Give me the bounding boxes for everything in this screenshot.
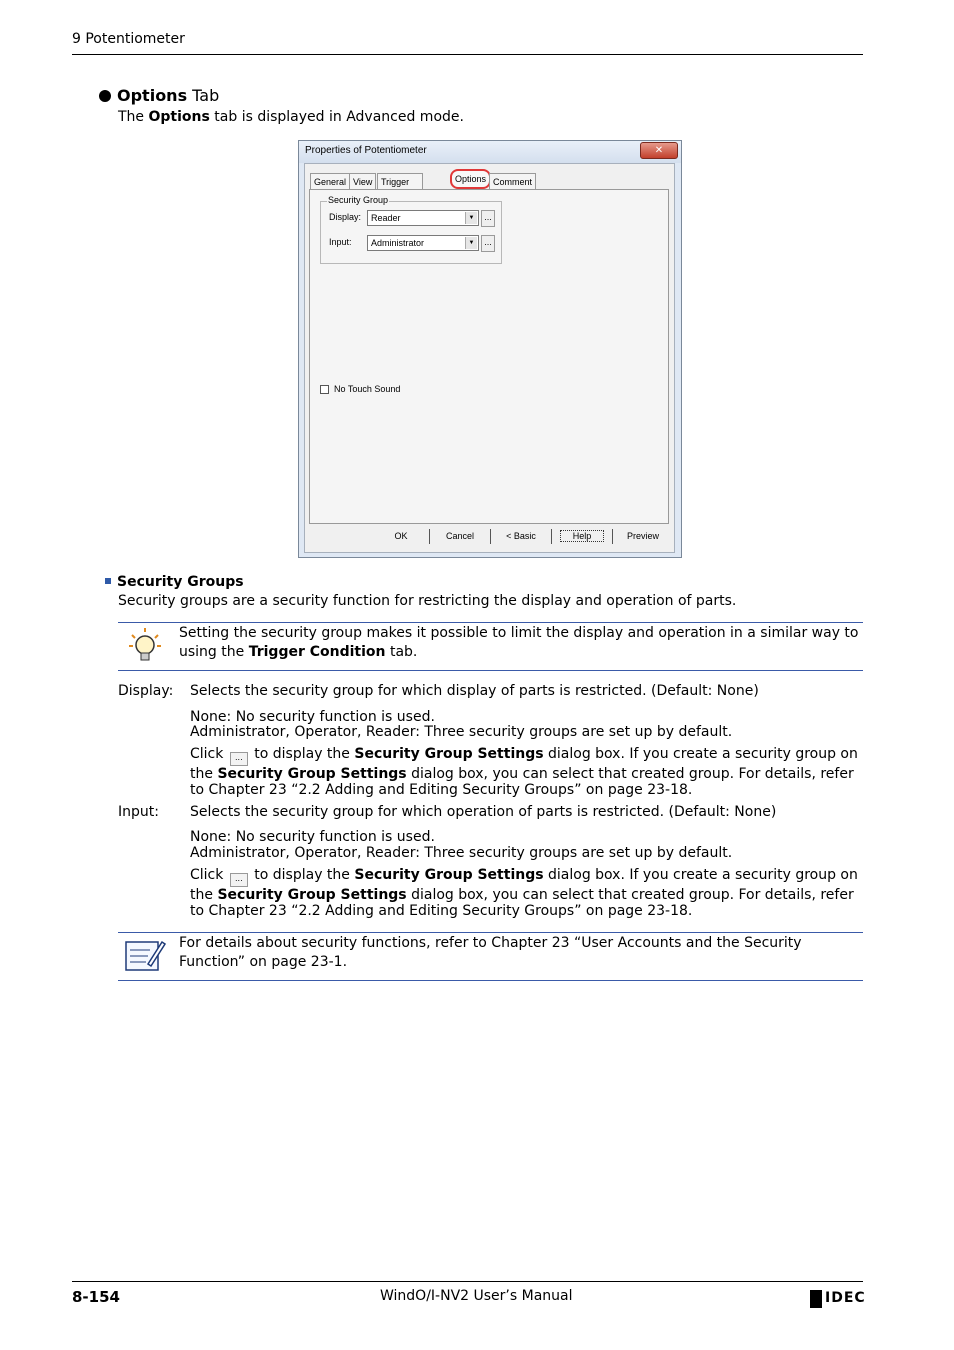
input-groups: Administrator, Operator, Reader: Three security groups are set up by default. bbox=[190, 845, 733, 861]
input-label: Input: bbox=[329, 237, 352, 247]
help-button[interactable]: Help bbox=[552, 528, 612, 545]
dialog-titlebar bbox=[299, 141, 681, 163]
tab-view[interactable]: View bbox=[349, 173, 376, 189]
logo-mark bbox=[810, 1290, 822, 1308]
page-number: 8-154 bbox=[72, 1288, 120, 1306]
square-bullet-icon bbox=[105, 578, 111, 584]
ok-button[interactable]: OK bbox=[394, 531, 408, 541]
intro-text: The Options tab is displayed in Advanced mode. bbox=[118, 109, 464, 125]
security-groups-desc: Security groups are a security function for restricting the display and operation of parts. bbox=[118, 593, 737, 609]
display-label: Display: bbox=[329, 212, 362, 222]
close-button[interactable]: ✕ bbox=[640, 142, 678, 159]
note-trigger-condition: Setting the security group makes it possible to limit the display and operation in a similar way to using the Trigger Condition tab. bbox=[179, 625, 859, 660]
tab-trigger-condition[interactable]: Trigger bbox=[377, 173, 423, 189]
tab-comment[interactable]: Comment bbox=[489, 173, 536, 189]
tab-general[interactable]: General bbox=[310, 173, 350, 189]
note-rule bbox=[118, 932, 863, 933]
section-title: Options Tab bbox=[99, 86, 219, 105]
display-click-text: Click ... to display the Security Group Settings dialog box. If you create a security group on the Security Group Settings dialog box, you can select that created group. For details, refer to Chapter 23 “2.2 Adding and Editing Security Groups” on page 23-18. bbox=[190, 746, 858, 798]
security-group-label: Security Group bbox=[328, 195, 389, 205]
note-rule bbox=[118, 670, 863, 671]
input-main: Selects the security group for which operation of parts is restricted. (Default: None) bbox=[190, 804, 777, 820]
ellipsis-icon: ... bbox=[230, 873, 248, 887]
note-security-functions: For details about security functions, refer to Chapter 23 “User Accounts and the Security Function” on page 23-1. bbox=[179, 935, 802, 970]
manual-title: WindO/I-NV2 User’s Manual bbox=[380, 1288, 573, 1304]
cancel-button[interactable]: Cancel bbox=[445, 531, 474, 541]
ellipsis-icon: ... bbox=[230, 752, 248, 766]
footer-rule bbox=[72, 1281, 863, 1282]
no-touch-sound-label: No Touch Sound bbox=[334, 384, 401, 394]
no-touch-sound-checkbox[interactable] bbox=[320, 385, 329, 394]
input-select[interactable]: Administrator ▼ bbox=[367, 235, 479, 251]
display-none: None: No security function is used. bbox=[190, 709, 435, 725]
display-ellipsis-button[interactable]: ... bbox=[481, 210, 495, 227]
bullet-icon bbox=[99, 90, 111, 102]
display-term: Display: bbox=[118, 683, 174, 699]
display-select[interactable]: Reader ▼ bbox=[367, 210, 479, 226]
note-rule bbox=[118, 980, 863, 981]
display-main: Selects the security group for which display of parts is restricted. (Default: None) bbox=[190, 683, 759, 699]
input-click-text: Click ... to display the Security Group Settings dialog box. If you create a security group on the Security Group Settings dialog box, you can select that created group. For details, refer to Chapter 23 “2.2 Adding and Editing Security Groups” on page 23-18. bbox=[190, 867, 858, 919]
chevron-down-icon: ▼ bbox=[465, 237, 477, 249]
security-group-box bbox=[320, 195, 502, 264]
running-header: 9 Potentiometer bbox=[72, 31, 185, 47]
preview-button[interactable]: Preview bbox=[626, 531, 659, 541]
input-none: None: No security function is used. bbox=[190, 829, 435, 845]
input-ellipsis-button[interactable]: ... bbox=[481, 235, 495, 252]
logo-text: IDEC bbox=[825, 1290, 866, 1306]
tab-options[interactable]: Options bbox=[450, 169, 491, 189]
options-panel bbox=[309, 189, 669, 524]
dialog-body bbox=[304, 163, 675, 553]
basic-button[interactable]: < Basic bbox=[506, 531, 536, 541]
note-rule bbox=[118, 622, 863, 623]
notepad-icon bbox=[124, 938, 166, 972]
input-term: Input: bbox=[118, 804, 159, 820]
security-groups-heading: Security Groups bbox=[105, 574, 244, 590]
dialog-title: Properties of Potentiometer bbox=[305, 145, 427, 156]
header-rule bbox=[72, 54, 863, 55]
display-groups: Administrator, Operator, Reader: Three security groups are set up by default. bbox=[190, 724, 733, 740]
chevron-down-icon: ▼ bbox=[465, 212, 477, 224]
properties-dialog bbox=[298, 140, 682, 558]
lightbulb-icon bbox=[128, 627, 162, 663]
